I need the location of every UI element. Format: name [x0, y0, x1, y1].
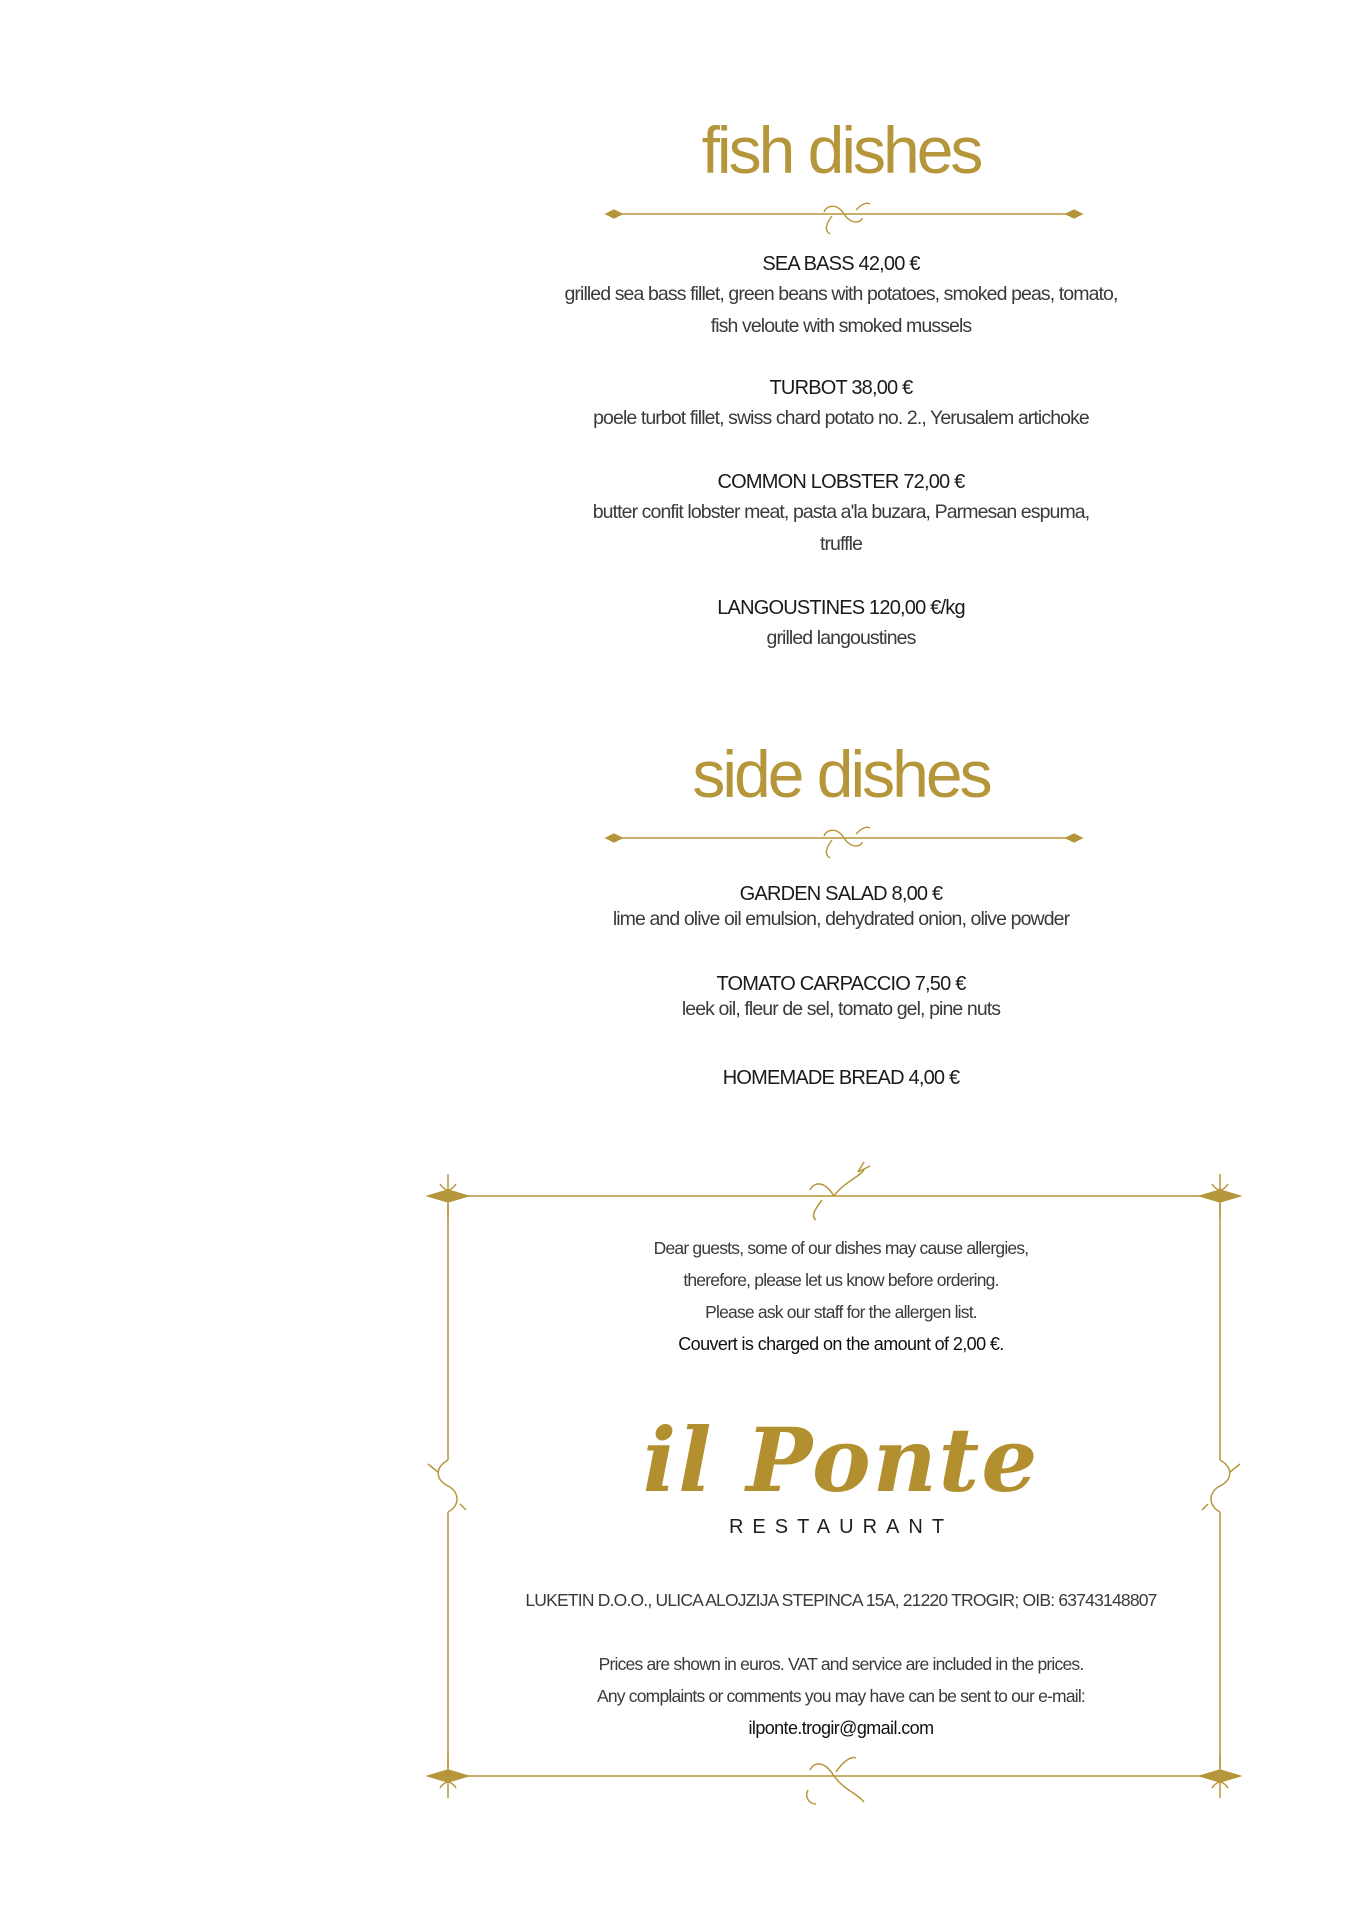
fish-section	[430, 110, 1252, 190]
side-items	[430, 880, 1252, 1092]
menu-item-name: HOMEMADE BREAD 4,00 €	[722, 1067, 960, 1089]
allergy-notice	[430, 1232, 1252, 1360]
logo-wordmark: il Ponte	[642, 1408, 1040, 1512]
restaurant-logo	[430, 1410, 1252, 1539]
fish-items	[430, 250, 1252, 654]
menu-item-desc: leek oil, fleur de sel, tomato gel, pine nuts	[681, 998, 1001, 1020]
menu-item-homemade-bread	[430, 1064, 1252, 1092]
menu-item-desc: fish veloute with smoked mussels	[710, 315, 972, 337]
menu-item-turbot	[430, 374, 1252, 434]
menu-item-name: TOMATO CARPACCIO 7,50 €	[716, 973, 966, 995]
couvert-note: Couvert is charged on the amount of 2,00 €.	[678, 1334, 1004, 1354]
logo-subtitle: RESTAURANT	[728, 1516, 954, 1538]
menu-item-tomato-carpaccio	[430, 970, 1252, 1020]
menu-item-name: LANGOUSTINES 120,00 €/kg	[717, 597, 965, 619]
menu-item-name: GARDEN SALAD 8,00 €	[739, 883, 943, 905]
menu-item-name: TURBOT 38,00 €	[769, 377, 913, 399]
menu-item-desc: poele turbot fillet, swiss chard potato no. 2., Yerusalem artichoke	[593, 407, 1089, 429]
prices-info	[430, 1648, 1252, 1744]
menu-item-desc: butter confit lobster meat, pasta a'la buzara, Parmesan espuma,	[592, 501, 1090, 523]
company-line: LUKETIN D.O.O., ULICA ALOJZIJA STEPINCA 15A, 21220 TROGIR; OIB: 63743148807	[525, 1590, 1157, 1610]
menu-item-garden-salad	[430, 880, 1252, 930]
allergy-line: Please ask our staff for the allergen list.	[705, 1302, 977, 1322]
menu-item-desc: grilled sea bass fillet, green beans with potatoes, smoked peas, tomato,	[564, 283, 1118, 305]
contact-email[interactable]: ilponte.trogir@gmail.com	[748, 1718, 934, 1738]
menu-item-sea-bass	[430, 250, 1252, 342]
menu-item-desc: truffle	[819, 533, 863, 555]
prices-line: Any complaints or comments you may have can be sent to our e-mail:	[596, 1686, 1085, 1706]
side-section-title: side dishes	[692, 737, 990, 811]
menu-item-name: COMMON LOBSTER 72,00 €	[717, 471, 965, 493]
menu-item-name: SEA BASS 42,00 €	[762, 253, 920, 275]
menu-item-common-lobster	[430, 468, 1252, 560]
menu-item-desc: lime and olive oil emulsion, dehydrated onion, olive powder	[612, 908, 1070, 930]
fish-divider-ornament	[604, 198, 1084, 238]
allergy-line: therefore, please let us know before ordering.	[683, 1270, 999, 1290]
menu-item-desc: grilled langoustines	[766, 627, 916, 649]
side-divider-ornament	[604, 822, 1084, 862]
fish-section-title: fish dishes	[701, 113, 981, 187]
menu-item-langoustines	[430, 594, 1252, 654]
company-info	[430, 1584, 1252, 1616]
prices-line: Prices are shown in euros. VAT and service are included in the prices.	[598, 1654, 1084, 1674]
side-section	[430, 734, 1252, 814]
allergy-line: Dear guests, some of our dishes may cause allergies,	[653, 1238, 1029, 1258]
